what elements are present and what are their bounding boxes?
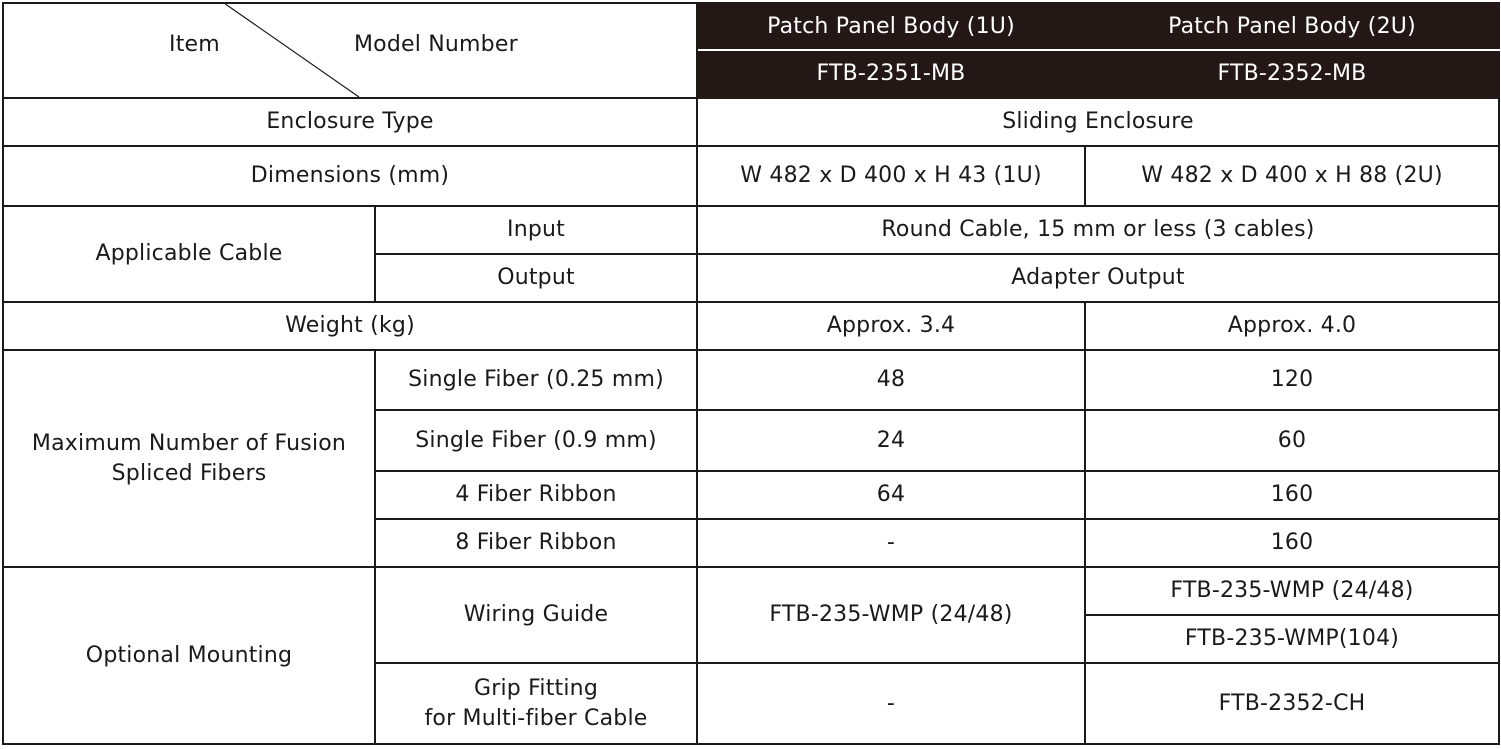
dimensions-label-cell: Dimensions (mm) (3, 146, 697, 206)
enclosure-value-cell: Sliding Enclosure (697, 98, 1499, 146)
col1-model-cell: FTB-2351-MB (697, 50, 1085, 98)
fusion-row-col1: - (697, 519, 1085, 567)
cable-input-row (3, 206, 1499, 254)
weight-col2-cell: Approx. 4.0 (1085, 302, 1499, 350)
cable-output-label-cell: Output (375, 254, 697, 302)
optional-mounting-label-cell: Optional Mounting (3, 567, 375, 744)
fusion-label-line1: Maximum Number of Fusion (31, 431, 347, 457)
optional-wiring-row-a (3, 567, 1499, 615)
dimensions-col2-cell: W 482 x D 400 x H 88 (2U) (1085, 146, 1499, 206)
fusion-row-col1: 48 (697, 350, 1085, 410)
fusion-row-col1: 64 (697, 471, 1085, 519)
cable-input-value-cell: Round Cable, 15 mm or less (3 cables) (697, 206, 1499, 254)
wiring-guide-col2b-cell: FTB-235-WMP(104) (1085, 615, 1499, 663)
spec-table (2, 2, 1500, 745)
wiring-guide-col2a-cell: FTB-235-WMP (24/48) (1085, 567, 1499, 615)
col2-model-cell: FTB-2352-MB (1085, 50, 1499, 98)
enclosure-row (3, 98, 1499, 146)
fusion-label-cell (3, 350, 375, 567)
dimensions-col1-cell: W 482 x D 400 x H 43 (1U) (697, 146, 1085, 206)
enclosure-label-cell: Enclosure Type (3, 98, 697, 146)
cable-input-label-cell: Input (375, 206, 697, 254)
fusion-row-col2: 60 (1085, 410, 1499, 471)
header-row-titles (3, 3, 1499, 50)
fusion-row-label: 4 Fiber Ribbon (375, 471, 697, 519)
fusion-row-label: 8 Fiber Ribbon (375, 519, 697, 567)
col1-title-cell: Patch Panel Body (1U) (697, 3, 1085, 50)
fusion-label-line2: Spliced Fibers (111, 460, 267, 486)
fusion-row-col2: 120 (1085, 350, 1499, 410)
fusion-row-label: Single Fiber (0.9 mm) (375, 410, 697, 471)
weight-label-cell: Weight (kg) (3, 302, 697, 350)
fusion-row-label: Single Fiber (0.25 mm) (375, 350, 697, 410)
cable-output-value-cell: Adapter Output (697, 254, 1499, 302)
weight-row (3, 302, 1499, 350)
model-number-header-label: Model Number (354, 32, 518, 57)
diagonal-divider (4, 4, 696, 97)
fusion-row-col1: 24 (697, 410, 1085, 471)
wiring-guide-label-cell: Wiring Guide (375, 567, 697, 663)
fusion-row-col2: 160 (1085, 471, 1499, 519)
col2-title-cell: Patch Panel Body (2U) (1085, 3, 1499, 50)
fusion-row (3, 350, 1499, 410)
fusion-row-col2: 160 (1085, 519, 1499, 567)
item-header-label: Item (169, 32, 220, 57)
dimensions-row (3, 146, 1499, 206)
grip-fitting-label-line1: Grip Fitting (473, 676, 598, 702)
weight-col1-cell: Approx. 3.4 (697, 302, 1085, 350)
grip-fitting-label-cell (375, 663, 697, 744)
corner-header-cell (3, 3, 697, 98)
wiring-guide-col1-cell: FTB-235-WMP (24/48) (697, 567, 1085, 663)
grip-fitting-label-line2: for Multi-fiber Cable (424, 705, 648, 731)
grip-fitting-col2-cell: FTB-2352-CH (1085, 663, 1499, 744)
grip-fitting-col1-cell: - (697, 663, 1085, 744)
applicable-cable-label-cell: Applicable Cable (3, 206, 375, 302)
